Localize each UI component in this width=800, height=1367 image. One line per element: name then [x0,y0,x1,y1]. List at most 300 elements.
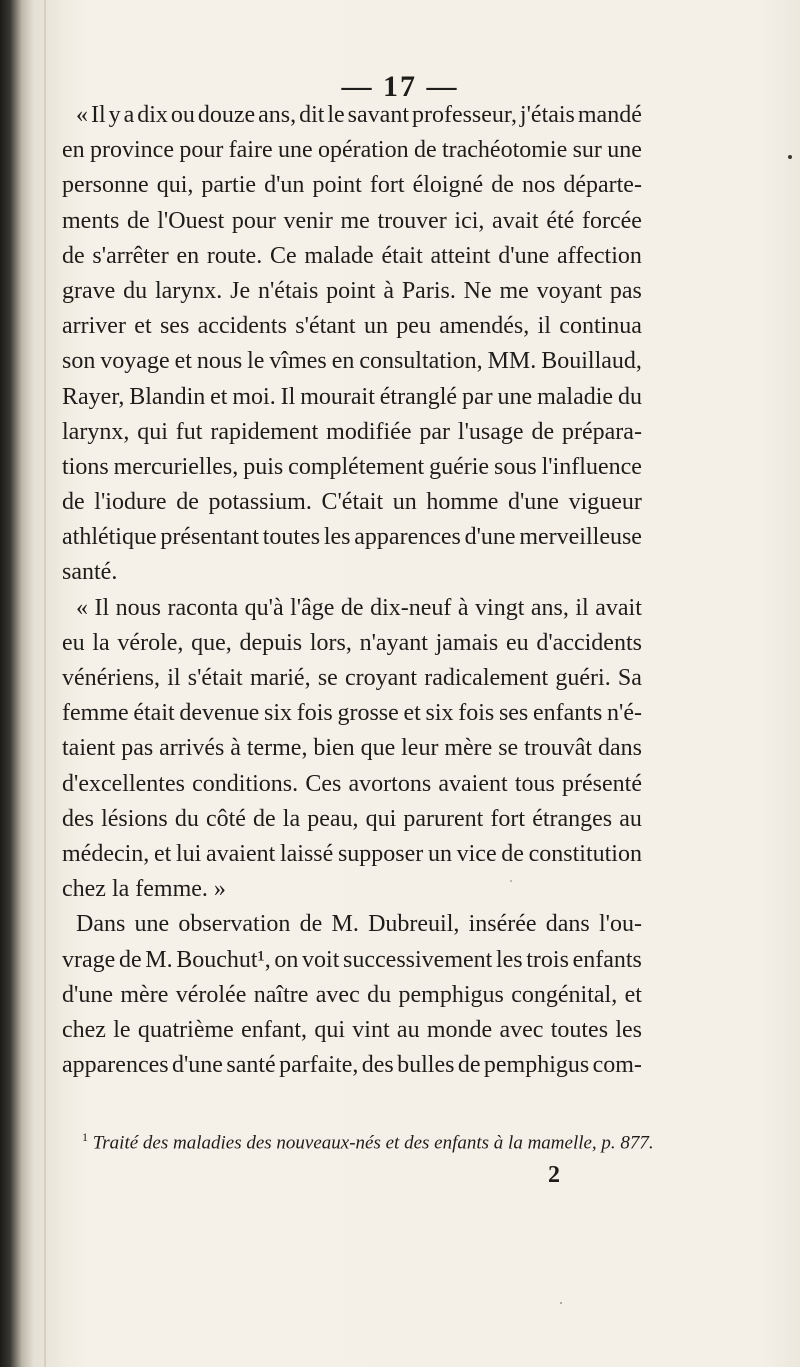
word: amendés, [439,313,530,340]
word: fort [369,172,405,199]
word: par [461,383,493,410]
word: personne [62,172,149,199]
text-line [62,943,642,978]
word: une [497,383,533,410]
word: complétement [288,453,425,480]
word: M. [145,946,173,973]
word: constitution [528,840,642,867]
text-line [62,907,642,942]
word: de [176,489,199,516]
text-line [62,485,642,520]
ink-speck [560,1302,562,1304]
word: et [134,313,152,340]
word: ou [170,102,195,128]
word: voyage [100,348,170,375]
word: ses [159,313,190,340]
word: puis [243,453,284,480]
word: continua [559,313,642,340]
word: n'étais [257,277,319,304]
word: du [617,383,642,410]
word: marié, [249,665,311,691]
word: parurent [403,805,484,832]
word: il [537,313,551,340]
word: trois [526,946,569,973]
word: larynx. [154,277,223,304]
word: vérole, [117,629,184,656]
word: ses [498,700,529,727]
word: guéri. [555,665,611,691]
word: point [326,277,376,304]
word: Bouillaud, [541,348,642,375]
word: enfants [532,700,603,727]
text-line [62,872,642,907]
word: n'é- [607,700,642,727]
word: C'était [321,489,384,516]
word: le [113,1016,131,1043]
word: se [498,735,519,762]
word: eu [62,629,85,656]
word: été [546,207,575,234]
word: tions [62,453,109,480]
word: toutes [550,1016,609,1043]
word: croyant [345,665,417,691]
word: affection [557,242,642,269]
word: dans [545,911,590,938]
word: en [62,137,85,164]
word: s'étant [295,313,356,340]
word: nos [521,172,556,199]
text-line-content: chez la femme. » [62,876,226,903]
word: ments [62,207,120,234]
word: trachéotomie [441,137,568,164]
word: six [264,700,293,727]
word: successivement [343,946,493,973]
word: modifiée [326,418,412,445]
footnote [82,1130,654,1154]
word: de [501,840,524,867]
word: terme, [246,735,308,762]
word: lui [175,840,202,867]
word: Sa [617,665,642,691]
word: s'arrêter [92,242,169,269]
word: eu [505,629,529,656]
word: fort [490,805,526,832]
word: accidents [197,313,287,340]
word: étranglé [379,383,458,410]
text-line [62,1013,642,1048]
word: d'accidents [536,629,642,656]
word: opération [317,137,409,164]
word: me [340,207,370,234]
text-line [62,731,642,766]
word: vrage [62,946,116,973]
text-line [62,344,642,379]
word: Rayer, [62,383,125,410]
word: rapidement [210,418,319,445]
word: peau, [307,805,359,832]
word: province [90,137,174,164]
word: présenté [562,770,642,797]
word: pour [231,207,276,234]
word: l'influence [541,453,642,480]
word: nous [115,594,162,621]
word: com- [592,1052,642,1079]
gutter-line [44,0,46,1367]
word: observation [178,911,291,938]
word: présentant [160,524,260,551]
text-line [62,415,642,450]
word: par [419,418,451,445]
word: Ne [463,277,492,304]
word: lésions [101,805,168,832]
word: bien [313,735,355,762]
word: mère [444,735,493,762]
word: merveilleuse [519,524,642,551]
word: athlétique [62,524,157,551]
book-binding-shadow [0,0,62,1367]
word: sur [572,137,602,164]
word: congénital, [511,981,618,1008]
word: le [247,348,265,375]
word: pas [609,277,642,304]
word: des [62,805,94,832]
word: voit [302,946,340,973]
word: j'étais [519,102,575,128]
word: prépara- [562,418,642,445]
word: leur [401,735,439,762]
word: pas [121,735,154,762]
text-line [62,168,642,203]
word: vice [456,840,497,867]
word: côté [205,805,246,832]
word: avec [499,1016,544,1043]
word: mandé [577,102,642,128]
word: d'une [507,489,559,516]
word: dix [137,102,168,128]
word: potassium. [208,489,312,516]
word: un [363,313,388,340]
word: naître [253,981,309,1008]
word: à [383,277,394,304]
word: ans, [258,102,297,128]
word: de [340,594,364,621]
word: d'une [464,524,516,551]
word: il [575,594,589,621]
word: conditions. [192,770,299,797]
word: apparences [62,1052,169,1079]
word: mercurielles, [113,453,239,480]
word: des [361,1052,394,1079]
word: du [174,805,199,832]
word: partie [201,172,257,199]
word: grosse [337,700,399,727]
word: MM. [487,348,537,375]
ink-speck [788,155,792,159]
word: éloigné [412,172,484,199]
word: avaient [205,840,276,867]
word: un [427,840,452,867]
word: voyant [536,277,602,304]
text-line [62,204,642,239]
word: consultation, [359,348,483,375]
word: me [499,277,529,304]
word: ici, [454,207,485,234]
word: depuis [239,629,303,656]
text-line [62,1048,642,1083]
word: de [253,805,276,832]
word: en [331,348,355,375]
word: de [62,242,85,269]
word: bulles [397,1052,455,1079]
word: dix-neuf [370,594,452,621]
word: guérie [429,453,490,480]
word: insérée [468,911,537,938]
text-line [62,520,642,555]
word: fois [296,700,333,727]
word: l'ou- [599,911,642,938]
word: les [323,524,351,551]
text-line [62,837,642,872]
word: vint [352,1016,390,1043]
word: « [76,594,88,621]
word: l'usage [457,418,524,445]
word: d'une [171,1052,223,1079]
word: homme [426,489,499,516]
word: et [624,981,642,1008]
word: que, [191,629,232,656]
word: de [299,911,323,938]
word: et [210,383,228,410]
text-line [62,309,642,344]
word: vîmes [269,348,327,375]
word: radicalement [424,665,549,691]
word: qu'à [244,594,284,621]
word: professeur, [411,102,517,128]
text-line-content: santé. [62,559,118,586]
word: qui [137,418,168,445]
word: au [619,805,642,832]
text-line [62,591,642,626]
word: la [92,629,110,656]
word: était [381,242,423,269]
word: et [403,700,421,727]
word: trouver [377,207,447,234]
word: pemphigus [398,981,504,1008]
word: enfant, [241,1016,308,1043]
word: l'Ouest [157,207,225,234]
word: de [413,137,437,164]
word: a [123,102,135,128]
word: peu [396,313,431,340]
word: y [108,102,121,128]
word: de [457,1052,481,1079]
word: au [396,1016,420,1043]
word: vérolée [175,981,247,1008]
word: fois [458,700,495,727]
word: d'excellentes [62,770,185,797]
word: il [167,665,181,691]
word: dit [299,102,325,128]
word: trouvât [524,735,593,762]
word: qui, [156,172,194,199]
signature-mark: 2 [548,1162,560,1188]
word: Il [280,383,296,410]
word: Ces [305,770,342,797]
word: Dans [76,911,126,938]
word: de [126,207,150,234]
word: n'ayant [359,629,428,656]
word: en [176,242,200,269]
word: son [62,348,96,375]
word: d'un [264,172,305,199]
word: vénériens, [62,665,160,691]
text-line [62,767,642,802]
word: de [531,418,555,445]
body-text [62,98,642,1083]
word: Blandin [129,383,206,410]
word: jamais [435,629,499,656]
word: avait [595,594,642,621]
word: étranges [532,805,613,832]
word: d'une [498,242,550,269]
word: mourait [300,383,375,410]
text-line [62,239,642,274]
footnote-text: Traité des maladies des nouveaux-nés et des enfants à la mamelle, p. 877. [92,1132,654,1154]
word: avaient [438,770,508,797]
word: laissé [279,840,334,867]
word: supposer [337,840,424,867]
word: se [317,665,338,691]
word: avec [315,981,360,1008]
word: Paris. [401,277,456,304]
word: fut [175,418,203,445]
word: malade [304,242,374,269]
word: s'était [187,665,243,691]
word: douze [197,102,256,128]
word: était [133,700,175,727]
word: maladie [537,383,614,410]
word: du [367,981,392,1008]
word: vingt [475,594,525,621]
word: route. [206,242,263,269]
word: chez [62,1016,106,1043]
word: faire [228,137,273,164]
word: six [425,700,454,727]
word: toutes [262,524,321,551]
text-line [62,274,642,309]
word: et [153,840,172,867]
word: avait [492,207,539,234]
text-line [62,380,642,415]
footnote-marker: 1 [82,1130,88,1144]
word: arriver [62,313,126,340]
word: on [274,946,299,973]
word: les [495,946,523,973]
word: l'iodure [94,489,167,516]
word: monde [426,1016,493,1043]
word: lors, [309,629,352,656]
word: médecin, [62,840,150,867]
word: les [615,1016,642,1043]
text-line [62,133,642,168]
word: ans, [530,594,569,621]
word: Dubreuil, [368,911,460,938]
word: quatrième [137,1016,234,1043]
word: arrivés [159,735,225,762]
word: un [392,489,417,516]
word: Bouchut¹, [176,946,271,973]
word: une [607,137,642,164]
word: Il [90,102,106,128]
word: parfaite, [279,1052,359,1079]
word: une [134,911,170,938]
word: et [174,348,192,375]
word: forcée [581,207,642,234]
text-line [62,802,642,837]
word: savant [347,102,409,128]
word: du [123,277,148,304]
word: tous [514,770,555,797]
ink-speck [510,880,512,882]
word: pour [179,137,224,164]
word: de [62,489,85,516]
word: à [457,594,469,621]
word: taient [62,735,116,762]
word: qui [365,805,397,832]
word: moi. [232,383,276,410]
word: de [491,172,514,199]
word: d'une [62,981,113,1008]
word: apparences [354,524,461,551]
word: atteint [430,242,491,269]
word: Ce [269,242,297,269]
word: une [277,137,313,164]
text-line [62,555,642,590]
word: dans [597,735,642,762]
word: grave [62,277,116,304]
word: vigueur [568,489,642,516]
word: départe- [563,172,642,199]
word: larynx, [62,418,130,445]
text-line [62,978,642,1013]
word: de [118,946,142,973]
text-line [62,450,642,485]
word: à [230,735,241,762]
word: « [76,102,88,128]
text-line [62,661,642,696]
word: l'âge [290,594,335,621]
word: la [282,805,301,832]
word: santé [226,1052,276,1079]
text-line [62,626,642,661]
word: devenue [179,700,260,727]
text-line [62,98,642,133]
word: pemphigus [483,1052,590,1079]
word: sous [494,453,537,480]
text-line [62,696,642,731]
word: femme [62,700,129,727]
word: avortons [348,770,432,797]
word: point [312,172,362,199]
word: que [360,735,396,762]
word: Il [94,594,110,621]
word: qui [314,1016,346,1043]
word: venir [283,207,333,234]
word: mère [120,981,169,1008]
word: raconta [167,594,239,621]
word: M. [331,911,359,938]
word: nous [196,348,243,375]
